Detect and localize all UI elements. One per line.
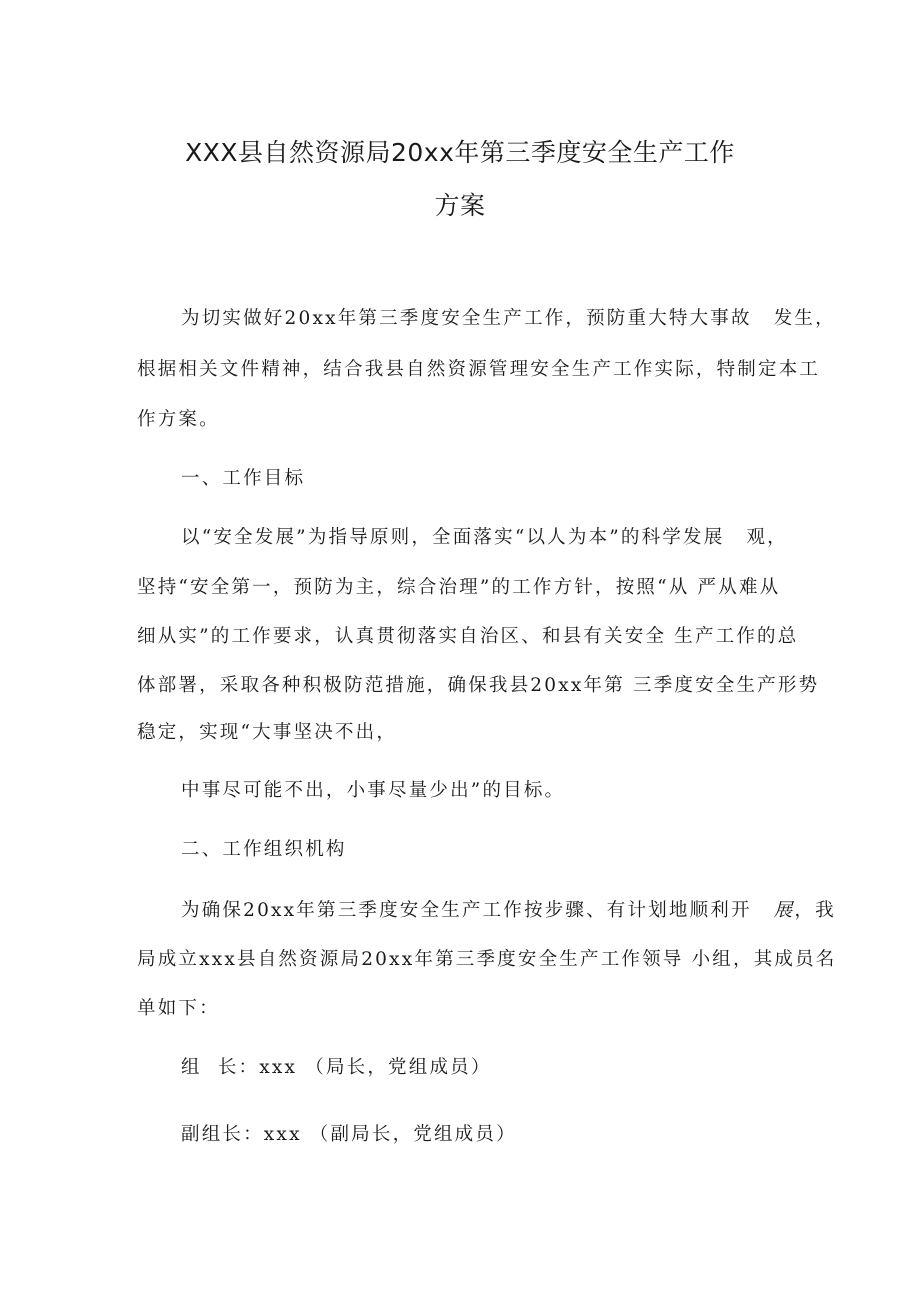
section-2-heading: 二、工作组织机构 [181, 839, 347, 860]
section-1-line-5: 稳定，实现“大事坚决不出， [137, 722, 398, 743]
intro-line-1-end: 发生， [773, 308, 836, 329]
section-2-line-1-italic: 展 [773, 900, 795, 921]
section-1-heading: 一、工作目标 [181, 468, 306, 489]
section-1-line-4: 体部署，采取各种积极防范措施，确保我县20xx年第 三季度安全生产形势 [137, 675, 820, 696]
deputy-leader-entry: 副组长：xxx （副局长，党组成员） [181, 1124, 517, 1145]
section-2-line-2: 局成立xxx县自然资源局20xx年第三季度安全生产工作领导 小组，其成员名 [137, 949, 837, 970]
section-1-line-1-end: 观， [746, 527, 788, 548]
document-title: XXX县自然资源局20xx年第三季度安全生产工作 [185, 138, 735, 167]
section-1-line-1-text: 以“安全发展”为指导原则，全面落实“以人为本”的科学发展 [181, 527, 725, 548]
section-1-line-6: 中事尽可能不出，小事尽量少出”的目标。 [181, 780, 566, 801]
section-2-line-1-end: ，我 [794, 900, 836, 921]
section-1-line-2: 坚持“安全第一，预防为主，综合治理”的工作方针，按照“从 严从难从 [137, 577, 781, 598]
leader-entry: 组 长：xxx （局长，党组成员） [181, 1057, 492, 1078]
section-2-line-1 [181, 896, 836, 922]
section-2-line-1-text: 为确保20xx年第三季度安全生产工作按步骤、有计划地顺利开 [181, 900, 752, 921]
intro-line-2: 根据相关文件精神，结合我县自然资源管理安全生产工作实际，特制定本工 [137, 359, 821, 380]
intro-line-1 [181, 304, 836, 330]
section-1-line-1 [181, 523, 788, 549]
document-title-line2: 方案 [434, 191, 486, 220]
intro-line-1-text: 为切实做好20xx年第三季度安全生产工作，预防重大特大事故 [181, 308, 752, 329]
section-1-line-3: 细从实”的工作要求，认真贯彻落实自治区、和县有关安全 生产工作的总 [137, 626, 799, 647]
intro-line-3: 作方案。 [137, 409, 220, 430]
section-2-line-3: 单如下： [137, 998, 220, 1019]
